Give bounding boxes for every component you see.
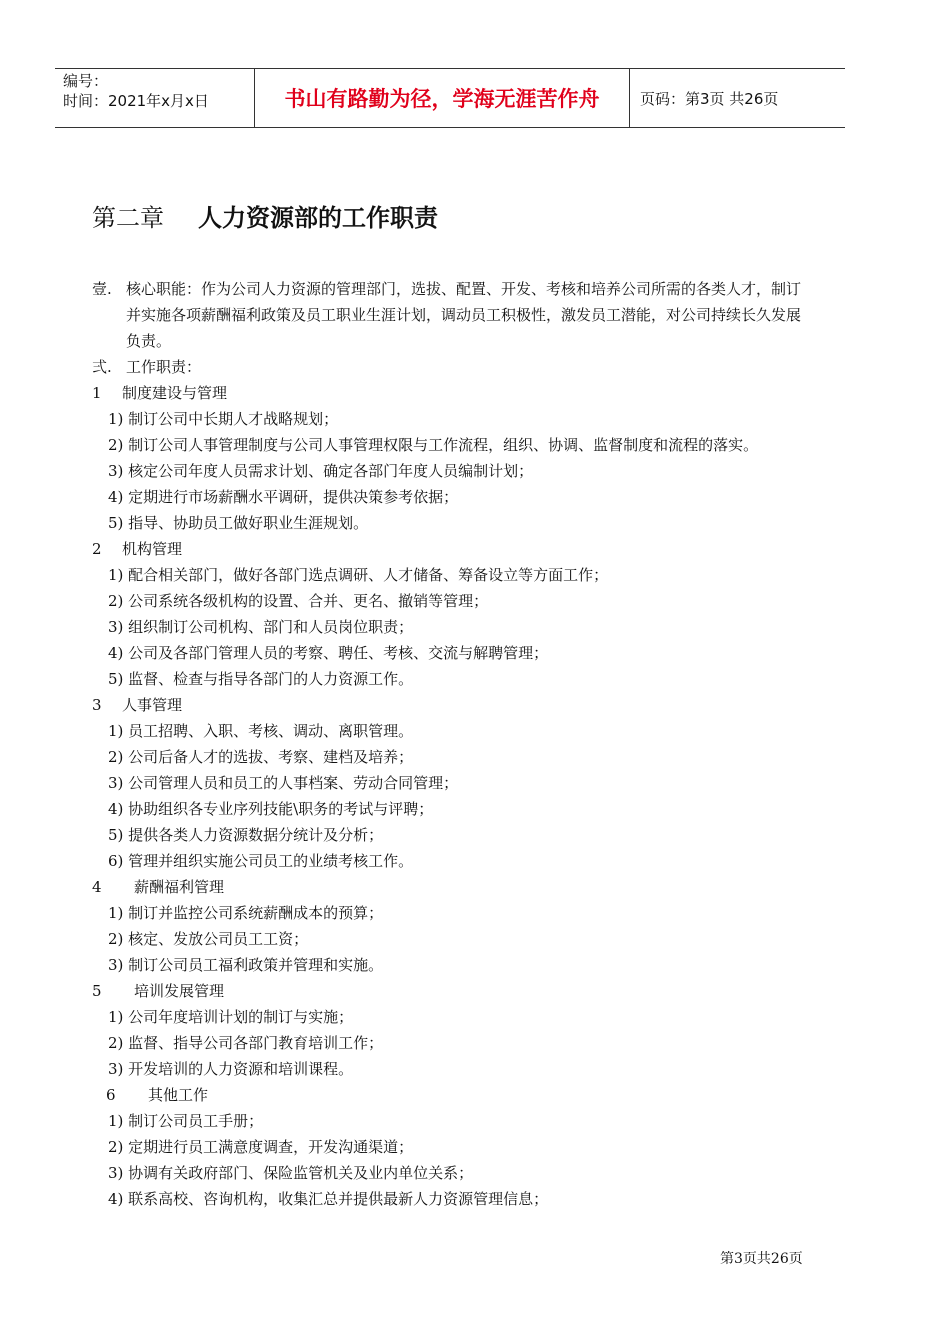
section-number: 3 [92, 696, 102, 714]
page-header [55, 68, 845, 128]
list-item: 4) 定期进行市场薪酬水平调研，提供决策参考依据； [108, 488, 459, 506]
list-item: 1) 公司年度培训计划的制订与实施； [108, 1008, 354, 1026]
duties-text: 工作职责： [126, 358, 202, 376]
list-item: 4) 协助组织各专业序列技能\职务的考试与评聘； [108, 800, 434, 818]
section-title: 薪酬福利管理 [134, 878, 225, 896]
core-label: 壹. [92, 280, 112, 298]
section-number: 1 [92, 384, 102, 402]
list-item: 3) 核定公司年度人员需求计划、确定各部门年度人员编制计划； [108, 462, 534, 480]
list-item: 5) 指导、协助员工做好职业生涯规划。 [108, 514, 369, 532]
list-item: 3) 公司管理人员和员工的人事档案、劳动合同管理； [108, 774, 459, 792]
chapter-heading [92, 198, 438, 233]
header-motto: 书山有路勤为径，学海无涯苦作舟 [255, 69, 630, 127]
section-number: 5 [92, 982, 102, 1000]
list-item: 2) 核定、发放公司员工工资； [108, 930, 309, 948]
list-item: 3) 组织制订公司机构、部门和人员岗位职责； [108, 618, 414, 636]
list-item: 3) 制订公司员工福利政策并管理和实施。 [108, 956, 384, 974]
section-number: 4 [92, 878, 102, 896]
list-item: 1) 制订并监控公司系统薪酬成本的预算； [108, 904, 384, 922]
section-heading [92, 874, 812, 900]
list-item: 5) 监督、检查与指导各部门的人力资源工作。 [108, 670, 414, 688]
list-item: 1) 制订公司中长期人才战略规划； [108, 410, 339, 428]
section-heading [92, 978, 812, 1004]
list-item: 1) 员工招聘、入职、考核、调动、离职管理。 [108, 722, 414, 740]
duties-heading [92, 354, 812, 380]
page-footer: 第3页共26页 [720, 1251, 803, 1267]
section-heading [92, 536, 812, 562]
list-item: 6) 管理并组织实施公司员工的业绩考核工作。 [108, 852, 414, 870]
header-page-info: 页码：第3页 共26页 [640, 89, 779, 108]
core-function [92, 276, 812, 354]
list-item: 2) 公司系统各级机构的设置、合并、更名、撤销等管理； [108, 592, 489, 610]
section-title: 人事管理 [122, 696, 183, 714]
section-heading [92, 1082, 812, 1108]
section-title: 制度建设与管理 [122, 384, 228, 402]
list-item: 5) 提供各类人力资源数据分统计及分析； [108, 826, 384, 844]
section-heading [92, 692, 812, 718]
time-label: 时间：2021年x月x日 [63, 92, 209, 110]
section-number: 6 [106, 1086, 116, 1104]
list-item: 1) 配合相关部门，做好各部门选点调研、人才储备、筹备设立等方面工作； [108, 566, 609, 584]
chapter-number: 第二章 [92, 204, 164, 232]
list-item: 2) 监督、指导公司各部门教育培训工作； [108, 1034, 384, 1052]
section-title: 机构管理 [122, 540, 183, 558]
core-text: 核心职能：作为公司人力资源的管理部门，选拔、配置、开发、考核和培养公司所需的各类人才，制订并实施各项薪酬福利政策及员工职业生涯计划，调动员工积极性，激发员工潜能，对公司持续长久发展负责。 [126, 280, 802, 350]
section-heading [92, 380, 812, 406]
section-number: 2 [92, 540, 102, 558]
list-item: 2) 定期进行员工满意度调查，开发沟通渠道； [108, 1138, 414, 1156]
number-label: 编号： [63, 72, 109, 90]
list-item: 1) 制订公司员工手册； [108, 1112, 264, 1130]
list-item: 3) 协调有关政府部门、保险监管机关及业内单位关系； [108, 1164, 474, 1182]
section-title: 培训发展管理 [134, 982, 225, 1000]
list-item: 3) 开发培训的人力资源和培训课程。 [108, 1060, 354, 1078]
list-item: 4) 公司及各部门管理人员的考察、聘任、考核、交流与解聘管理； [108, 644, 549, 662]
duties-label: 弍. [92, 358, 112, 376]
section-title: 其他工作 [148, 1086, 209, 1104]
list-item: 4) 联系高校、咨询机构，收集汇总并提供最新人力资源管理信息； [108, 1190, 549, 1208]
duty-sections [92, 380, 812, 1212]
chapter-title: 人力资源部的工作职责 [198, 203, 438, 232]
header-meta [55, 69, 255, 127]
document-body [92, 276, 812, 1212]
list-item: 2) 公司后备人才的选拔、考察、建档及培养； [108, 748, 414, 766]
list-item: 2) 制订公司人事管理制度与公司人事管理权限与工作流程，组织、协调、监督制度和流程的落实。 [108, 436, 759, 454]
